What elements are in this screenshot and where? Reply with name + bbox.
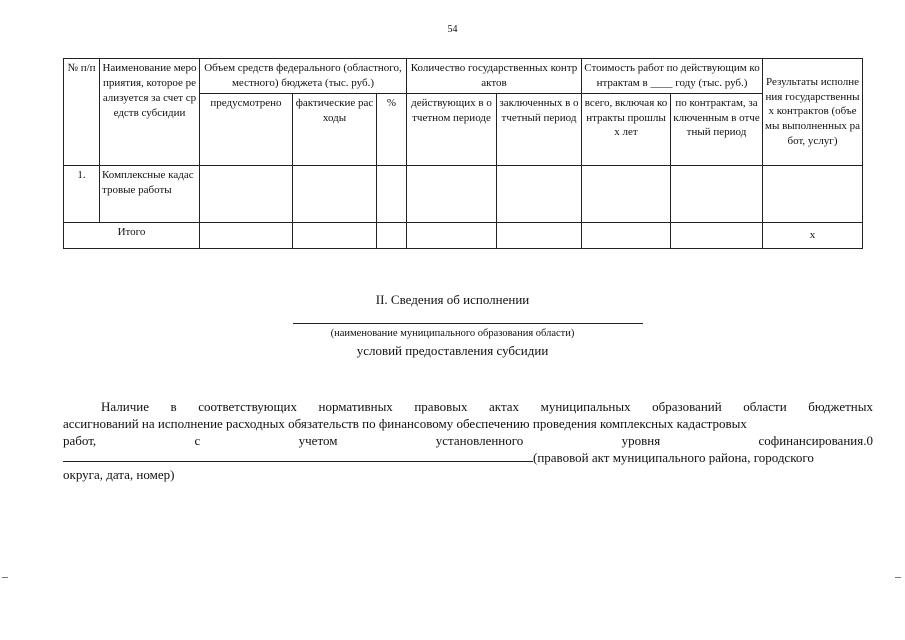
header-event-name: Наименование мероприятия, которое реализуется за счет средств субсидии [100, 59, 200, 166]
paragraph-word: софинансирования.0 [758, 433, 873, 448]
cell-empty [377, 165, 407, 222]
table-header-row [64, 59, 863, 94]
cell-empty [582, 165, 671, 222]
header-cost-current: по контрактам, заключенным в отчетный период [671, 93, 763, 165]
header-budget-planned: предусмотрено [200, 93, 293, 165]
page-number: 54 [447, 24, 458, 35]
paragraph-line-4 [63, 449, 873, 466]
row-num: 1. [64, 165, 100, 222]
cell-empty [200, 165, 293, 222]
cell-empty [293, 222, 377, 248]
paragraph-word: учетом [298, 433, 338, 448]
paragraph-word: в [170, 399, 177, 414]
paragraph-word: работ, [63, 433, 97, 448]
legal-act-caption: (правовой акт муниципального района, городского [533, 450, 814, 465]
paragraph-word: бюджетных [808, 399, 873, 414]
header-contracts-current: действующих в отчетном периоде [407, 93, 497, 165]
total-label: Итого [64, 222, 200, 248]
municipality-blank-line [293, 323, 643, 324]
row-event-name: Комплексные кадастровые работы [100, 165, 200, 222]
table-row [64, 165, 863, 222]
cell-empty [497, 222, 582, 248]
municipality-caption: (наименование муниципального образования области) [330, 328, 575, 339]
header-budget-volume: Объем средств федерального (областного, местного) бюджета (тыс. руб.) [200, 59, 407, 94]
paragraph-word: Наличие [101, 399, 149, 414]
header-num: № п/п [64, 59, 100, 166]
paragraph-word: уровня [621, 433, 661, 448]
cell-empty [671, 165, 763, 222]
body-paragraph [63, 398, 873, 483]
paragraph-line-2: ассигнований на исполнение расходных обязательств по финансовому обеспечению проведения комплексных кадастровых [63, 416, 747, 431]
right-edge-mark [895, 577, 901, 578]
cell-empty [582, 222, 671, 248]
paragraph-word: нормативных [318, 399, 393, 414]
total-row [64, 222, 863, 248]
header-results: Результаты исполнения государственных контрактов (объемы выполненных работ, услуг) [763, 59, 863, 166]
report-table [63, 58, 863, 249]
header-contracts-concluded: заключенных в отчетный период [497, 93, 582, 165]
total-results-mark: х [763, 222, 863, 248]
header-budget-percent: % [377, 93, 407, 165]
cell-empty [407, 165, 497, 222]
paragraph-line-1 [63, 398, 873, 415]
section-subtitle: условий предоставления субсидии [356, 343, 549, 358]
header-work-cost: Стоимость работ по действующим контрактам в ____ году (тыс. руб.) [582, 59, 763, 94]
header-budget-actual: фактические расходы [293, 93, 377, 165]
paragraph-word: муниципальных [540, 399, 631, 414]
paragraph-word: правовых [414, 399, 468, 414]
left-edge-mark [2, 577, 8, 578]
cell-empty [377, 222, 407, 248]
cell-empty [200, 222, 293, 248]
legal-act-blank-line [63, 449, 533, 462]
paragraph-line-3 [63, 432, 873, 449]
paragraph-word: установленного [435, 433, 524, 448]
paragraph-word: актах [489, 399, 520, 414]
cell-empty [763, 165, 863, 222]
header-cost-total: всего, включая контракты прошлых лет [582, 93, 671, 165]
section-title: II. Сведения об исполнении [375, 292, 530, 307]
paragraph-word: соответствующих [198, 399, 297, 414]
paragraph-word: области [743, 399, 787, 414]
header-contract-count: Количество государственных контрактов [407, 59, 582, 94]
cell-empty [407, 222, 497, 248]
paragraph-line-5: округа, дата, номер) [63, 467, 175, 482]
cell-empty [671, 222, 763, 248]
paragraph-word: образований [652, 399, 722, 414]
paragraph-word: с [194, 433, 201, 448]
cell-empty [293, 165, 377, 222]
cell-empty [497, 165, 582, 222]
